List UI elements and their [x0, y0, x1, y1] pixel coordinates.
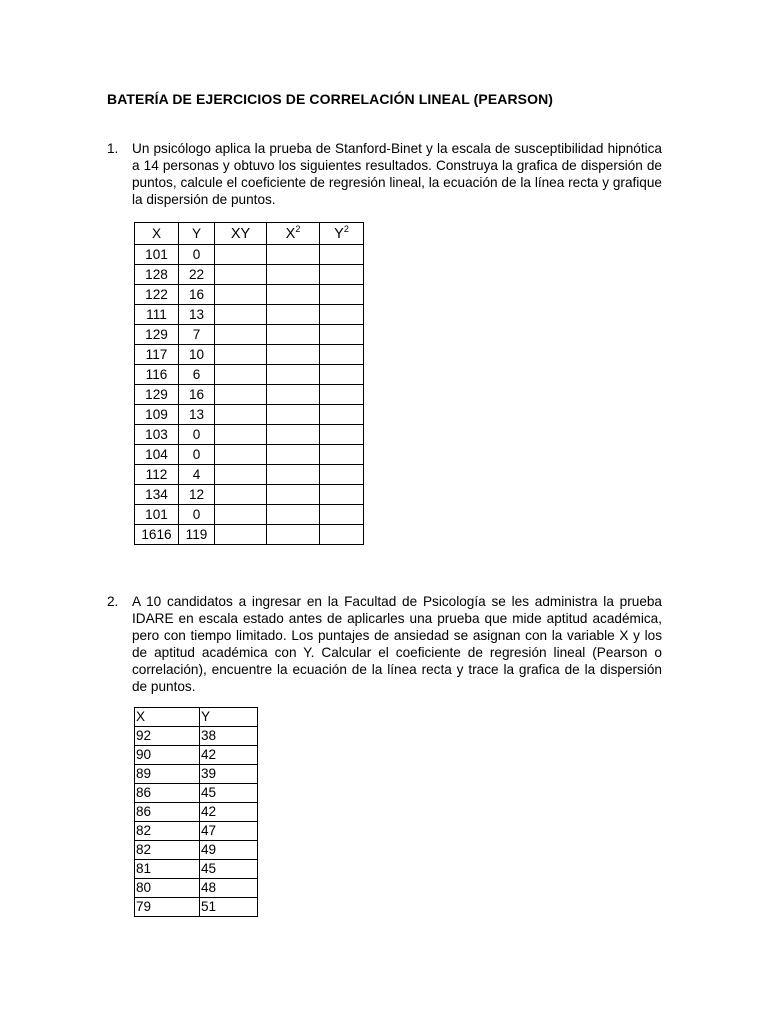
cell-y-squared	[320, 445, 364, 465]
cell-y: 10	[179, 345, 215, 365]
cell-xy	[215, 305, 267, 325]
cell-y: 45	[200, 784, 258, 803]
table-row	[135, 465, 364, 485]
cell-xy	[215, 265, 267, 285]
cell-x: 81	[135, 860, 200, 879]
table-row	[135, 325, 364, 345]
cell-x: 103	[135, 425, 179, 445]
cell-y: 0	[179, 245, 215, 265]
cell-xy	[215, 365, 267, 385]
table-row	[135, 841, 258, 860]
cell-y: 6	[179, 365, 215, 385]
header-y-squared-base: Y	[334, 226, 344, 242]
cell-x: 134	[135, 485, 179, 505]
cell-y-squared	[320, 345, 364, 365]
cell-x-squared	[267, 285, 320, 305]
cell-x-squared	[267, 425, 320, 445]
cell-y: 49	[200, 841, 258, 860]
cell-x-squared	[267, 345, 320, 365]
cell-x: 116	[135, 365, 179, 385]
cell-xy	[215, 505, 267, 525]
cell-x: 129	[135, 325, 179, 345]
table-header-row	[135, 708, 258, 727]
cell-y-squared	[320, 285, 364, 305]
cell-x: 79	[135, 898, 200, 917]
header-y: Y	[179, 223, 215, 245]
cell-x: 101	[135, 505, 179, 525]
cell-xy	[215, 385, 267, 405]
table-row	[135, 765, 258, 784]
cell-y-squared	[320, 245, 364, 265]
cell-y: 0	[179, 425, 215, 445]
table-row	[135, 505, 364, 525]
total-x: 1616	[135, 525, 179, 545]
cell-x-squared	[267, 365, 320, 385]
cell-y-squared	[320, 465, 364, 485]
cell-x-squared	[267, 465, 320, 485]
cell-y: 48	[200, 879, 258, 898]
cell-y-squared	[320, 385, 364, 405]
header-x-squared-base: X	[285, 226, 296, 242]
cell-x-squared	[267, 505, 320, 525]
cell-xy	[215, 285, 267, 305]
cell-y: 16	[179, 285, 215, 305]
header-y: Y	[200, 708, 258, 727]
cell-x: 129	[135, 385, 179, 405]
cell-x: 122	[135, 285, 179, 305]
cell-x: 82	[135, 841, 200, 860]
table-row	[135, 285, 364, 305]
cell-xy	[215, 485, 267, 505]
exercise-2-text: A 10 candidatos a ingresar en la Facultad de Psicología se les administra la prueba IDARE en escala estado antes de aplicarles una prueba que mide aptitud académica, pero con tiempo limitado. Los puntajes de ansiedad se asignan con la variable X y los de aptitud académica con Y. Calcular el coeficiente de regresión lineal (Pearson o correlación), encuentre la ecuación de la línea recta y trace la grafica de la dispersión de puntos.	[132, 594, 662, 694]
cell-y: 7	[179, 325, 215, 345]
table-row	[135, 445, 364, 465]
table-row	[135, 879, 258, 898]
exercise-1-table	[134, 222, 364, 545]
page-title: BATERÍA DE EJERCICIOS DE CORRELACIÓN LINEAL (PEARSON)	[107, 91, 554, 107]
cell-x: 90	[135, 746, 200, 765]
cell-x: 101	[135, 245, 179, 265]
table-row	[135, 405, 364, 425]
cell-y: 13	[179, 405, 215, 425]
table-row	[135, 860, 258, 879]
cell-x: 89	[135, 765, 200, 784]
header-xy: XY	[215, 223, 267, 245]
cell-xy	[215, 245, 267, 265]
cell-xy	[215, 465, 267, 485]
cell-y: 16	[179, 385, 215, 405]
cell-y: 47	[200, 822, 258, 841]
cell-y: 38	[200, 727, 258, 746]
cell-x-squared	[267, 325, 320, 345]
table-row	[135, 485, 364, 505]
table-row	[135, 425, 364, 445]
cell-y-squared	[320, 505, 364, 525]
cell-x: 111	[135, 305, 179, 325]
table-row	[135, 345, 364, 365]
cell-y-squared	[320, 325, 364, 345]
cell-y: 45	[200, 860, 258, 879]
cell-y: 22	[179, 265, 215, 285]
cell-x-squared	[267, 265, 320, 285]
table-row	[135, 245, 364, 265]
cell-x: 104	[135, 445, 179, 465]
cell-y: 0	[179, 505, 215, 525]
cell-y-squared	[320, 485, 364, 505]
cell-x-squared	[267, 405, 320, 425]
cell-y: 42	[200, 803, 258, 822]
table-row	[135, 822, 258, 841]
table-row	[135, 784, 258, 803]
cell-xy	[215, 325, 267, 345]
cell-x-squared	[267, 305, 320, 325]
table-row	[135, 746, 258, 765]
cell-y: 4	[179, 465, 215, 485]
cell-y-squared	[320, 265, 364, 285]
cell-y: 51	[200, 898, 258, 917]
header-x: X	[135, 223, 179, 245]
table-header-row	[135, 223, 364, 245]
cell-x: 82	[135, 822, 200, 841]
header-x-squared-exponent: 2	[295, 224, 301, 235]
cell-y: 0	[179, 445, 215, 465]
header-y-squared	[320, 223, 364, 245]
total-y-squared	[320, 525, 364, 545]
cell-x: 86	[135, 803, 200, 822]
cell-x: 128	[135, 265, 179, 285]
exercise-2-number: 2.	[107, 594, 119, 609]
cell-xy	[215, 445, 267, 465]
cell-xy	[215, 345, 267, 365]
cell-xy	[215, 405, 267, 425]
exercise-1	[107, 140, 662, 208]
exercise-2	[107, 593, 662, 695]
cell-y: 13	[179, 305, 215, 325]
total-x-squared	[267, 525, 320, 545]
total-y: 119	[179, 525, 215, 545]
total-xy	[215, 525, 267, 545]
table-row	[135, 305, 364, 325]
cell-x: 112	[135, 465, 179, 485]
exercise-2-table-body	[135, 708, 258, 917]
cell-x: 80	[135, 879, 200, 898]
cell-y-squared	[320, 305, 364, 325]
table-row	[135, 365, 364, 385]
exercise-2-table	[134, 707, 258, 917]
totals-row	[135, 525, 364, 545]
cell-x-squared	[267, 445, 320, 465]
header-x-squared	[267, 223, 320, 245]
table-row	[135, 385, 364, 405]
cell-x: 109	[135, 405, 179, 425]
cell-x: 117	[135, 345, 179, 365]
cell-xy	[215, 425, 267, 445]
table-row	[135, 803, 258, 822]
cell-y-squared	[320, 405, 364, 425]
cell-y: 12	[179, 485, 215, 505]
cell-y: 42	[200, 746, 258, 765]
cell-x: 86	[135, 784, 200, 803]
cell-x-squared	[267, 485, 320, 505]
cell-y-squared	[320, 365, 364, 385]
exercise-1-table-body	[135, 223, 364, 545]
cell-x-squared	[267, 385, 320, 405]
cell-x: 92	[135, 727, 200, 746]
cell-y-squared	[320, 425, 364, 445]
exercise-1-number: 1.	[107, 141, 119, 156]
header-x: X	[135, 708, 200, 727]
exercise-1-text: Un psicólogo aplica la prueba de Stanford-Binet y la escala de susceptibilidad hipnótica a 14 personas y obtuvo los siguientes resultados. Construya la grafica de dispersión de puntos, calcule el coeficiente de regresión lineal, la ecuación de la línea recta y grafique la dispersión de puntos.	[132, 141, 662, 207]
cell-y: 39	[200, 765, 258, 784]
header-y-squared-exponent: 2	[343, 224, 349, 235]
table-row	[135, 265, 364, 285]
table-row	[135, 727, 258, 746]
cell-x-squared	[267, 245, 320, 265]
table-row	[135, 898, 258, 917]
